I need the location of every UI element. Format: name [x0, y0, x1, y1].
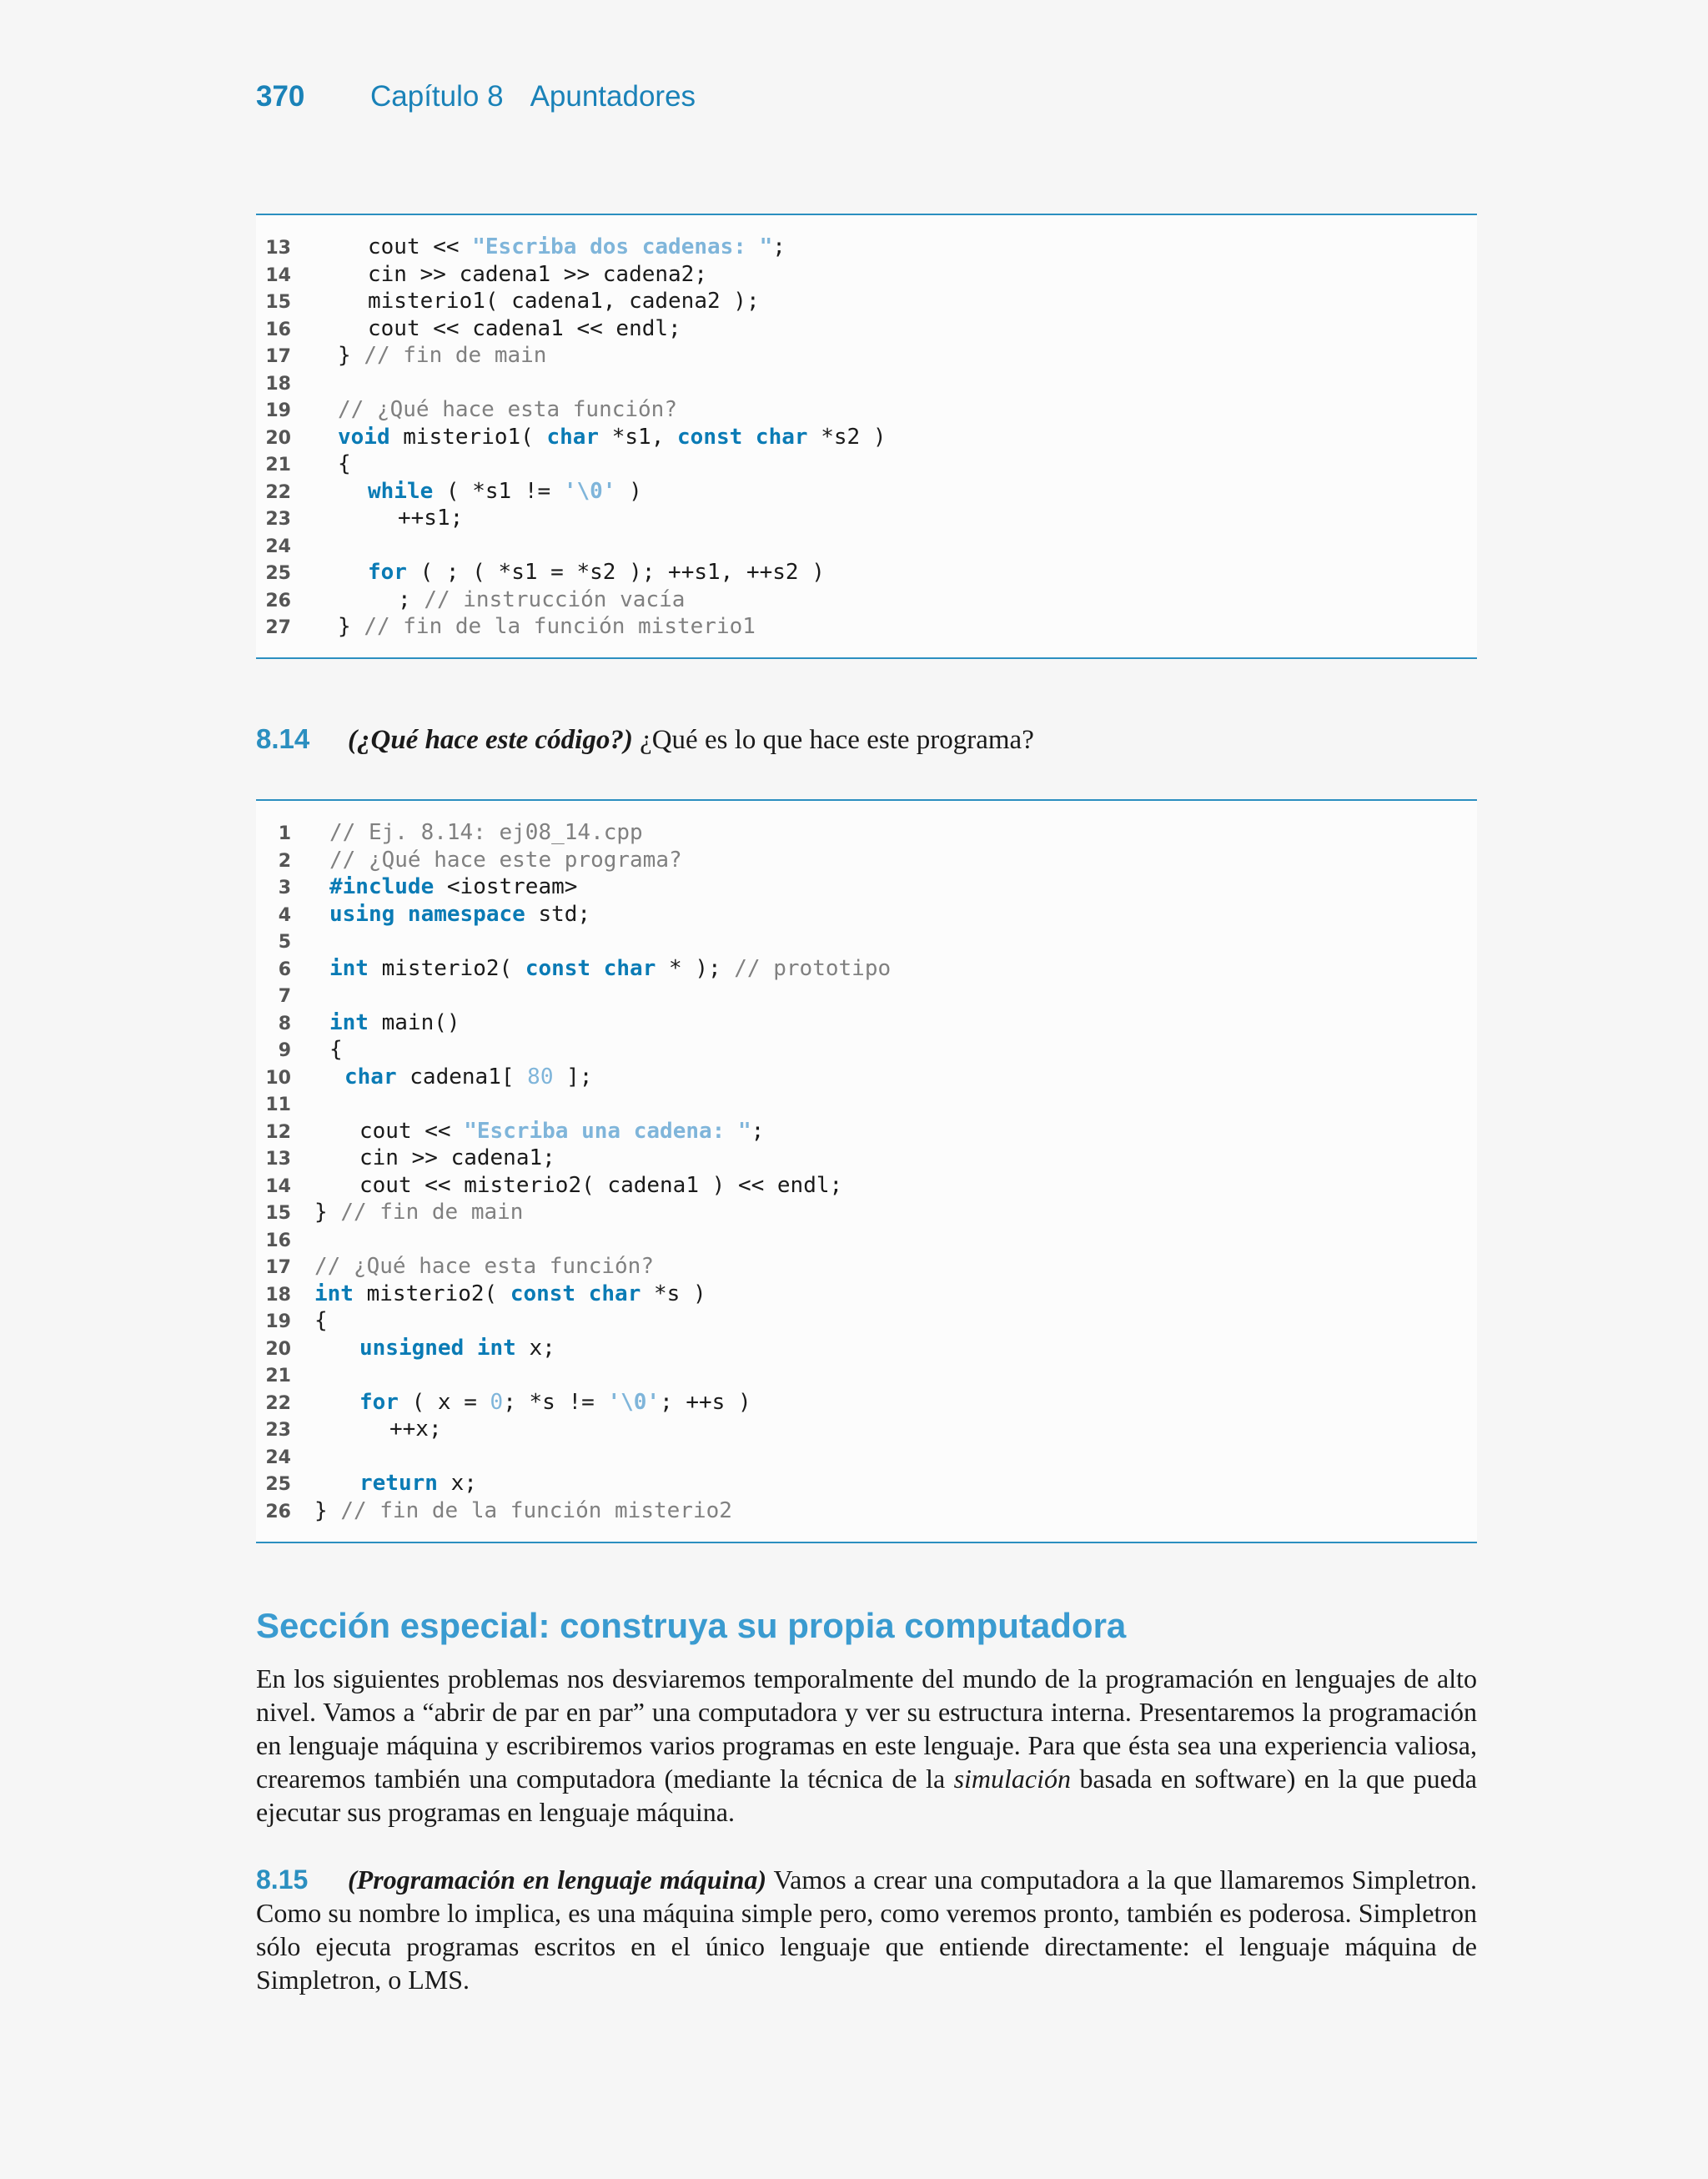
code-token: x; [437, 1471, 477, 1496]
code-line [256, 288, 1477, 315]
code-token: void [338, 424, 390, 450]
code-line [256, 396, 1477, 424]
page-number: 370 [256, 80, 305, 113]
code-token: #include [329, 874, 435, 899]
code-token: for [359, 1389, 399, 1415]
code-line [256, 1361, 1477, 1389]
code-line [256, 532, 1477, 560]
line-number: 21 [265, 1366, 291, 1386]
code-text [329, 819, 643, 847]
code-line [256, 450, 1477, 478]
code-text [359, 1470, 477, 1497]
code-token: ++x; [389, 1417, 442, 1442]
code-token: int [329, 1009, 369, 1035]
code-token: } [338, 614, 364, 639]
code-line [256, 1199, 1477, 1226]
code-text [359, 1118, 764, 1145]
code-token: // prototipo [734, 955, 892, 981]
code-line [256, 1253, 1477, 1281]
code-text [314, 1253, 654, 1281]
code-text [368, 559, 825, 586]
code-text [368, 234, 786, 261]
code-token: using namespace [329, 901, 525, 927]
code-line [256, 1009, 1477, 1037]
line-number: 10 [265, 1067, 291, 1089]
code-line [256, 342, 1477, 370]
code-token: *s ) [640, 1281, 706, 1306]
code-token: misterio2( [368, 955, 525, 981]
code-token: // fin de la función misterio1 [364, 614, 756, 639]
line-number: 1 [278, 823, 291, 844]
line-number: 17 [265, 346, 291, 367]
exercise-text: Vamos a crear una computadora a la que llamaremos Simpletron. Como su nombre lo implica, es una máquina simple pero, como veremos pronto, también es poderosa. Simpletron sólo ejecuta programas escritos en el único lenguaje que entiende directamente: el lenguaje máquina de Simpletron, o LMS. [256, 1864, 1478, 1995]
line-number: 26 [265, 1501, 291, 1522]
line-number: 22 [265, 1392, 291, 1414]
code-text [359, 1389, 751, 1417]
code-text [314, 1281, 706, 1308]
code-text [338, 342, 546, 370]
code-token: // Ej. 8.14: ej08_14.cpp [329, 820, 643, 845]
code-line [256, 1335, 1477, 1362]
code-text [329, 847, 682, 874]
line-number: 14 [265, 264, 291, 286]
line-number: 16 [265, 1230, 291, 1251]
code-token: // ¿Qué hace esta función? [314, 1254, 654, 1279]
exercise-text: ¿Qué es lo que hace este programa? [632, 725, 1034, 755]
code-token: for [368, 560, 407, 585]
code-token: cout << [359, 1118, 465, 1144]
code-line [256, 261, 1477, 289]
line-number: 25 [265, 563, 291, 584]
code-token: ; [772, 234, 786, 259]
line-number: 19 [265, 400, 291, 421]
code-line [256, 478, 1477, 506]
code-line [256, 586, 1477, 614]
line-number: 27 [265, 617, 291, 638]
code-token: unsigned int [359, 1335, 516, 1361]
exercise-title: (¿Qué hace este código?) [348, 725, 633, 755]
code-text [398, 586, 685, 614]
code-token: ; [398, 586, 424, 612]
code-line [256, 370, 1477, 397]
line-number: 20 [265, 427, 291, 449]
line-number: 24 [265, 536, 291, 557]
line-number: 4 [278, 904, 291, 926]
code-token: '\0' [563, 478, 616, 504]
code-text [329, 901, 590, 928]
code-token: char [546, 424, 600, 450]
code-line [256, 1389, 1477, 1417]
code-token: misterio1( cadena1, cadena2 ); [368, 289, 760, 314]
code-line [256, 613, 1477, 641]
line-number: 2 [278, 850, 291, 872]
code-line [256, 1145, 1477, 1172]
code-text [389, 1416, 442, 1443]
code-line [256, 559, 1477, 586]
code-text [368, 315, 681, 343]
code-token: main() [368, 1009, 460, 1035]
code-token: { [329, 1037, 343, 1062]
code-line [256, 1281, 1477, 1308]
code-token: // instrucción vacía [424, 586, 686, 612]
code-text [359, 1172, 842, 1200]
code-token: // fin de main [340, 1200, 524, 1225]
code-text [314, 1199, 523, 1226]
code-token: cout << misterio2( cadena1 ) << endl; [359, 1172, 843, 1198]
line-number: 9 [278, 1040, 291, 1061]
code-token: int [314, 1281, 354, 1306]
code-token: ( x = [398, 1389, 490, 1415]
code-token: // ¿Qué hace este programa? [329, 847, 682, 873]
code-token: const char [510, 1281, 641, 1306]
section-paragraph [256, 1662, 1477, 1829]
exercise-number: 8.15 [256, 1864, 309, 1895]
code-token: x; [515, 1335, 555, 1361]
code-token: ( *s1 != [433, 478, 564, 504]
code-text [368, 288, 760, 315]
code-token: ; [751, 1118, 765, 1144]
code-line [256, 1172, 1477, 1200]
code-line [256, 982, 1477, 1009]
code-text [314, 1497, 732, 1525]
code-token: const char [525, 955, 656, 981]
code-line [256, 1307, 1477, 1335]
code-token: cin >> cadena1 >> cadena2; [368, 261, 707, 287]
code-token: "Escriba una cadena: " [464, 1118, 751, 1144]
code-text [329, 873, 577, 901]
code-line [256, 424, 1477, 451]
code-text [368, 478, 642, 506]
line-number: 15 [265, 292, 291, 313]
code-line [256, 1064, 1477, 1091]
code-token: 80 [527, 1064, 554, 1090]
line-number: 25 [265, 1474, 291, 1495]
section-title: Sección especial: construya su propia computadora [256, 1606, 1127, 1645]
code-token: // fin de main [364, 343, 547, 368]
code-token: std; [525, 901, 591, 927]
code-listing-2 [256, 819, 1477, 1524]
code-line [256, 1036, 1477, 1064]
code-token: } [314, 1497, 341, 1523]
line-number: 17 [265, 1257, 291, 1278]
code-token: cadena1[ [396, 1064, 528, 1090]
code-block-1 [256, 214, 1477, 659]
code-token: while [368, 478, 434, 504]
exercise-title: (Programación en lenguaje máquina) [348, 1864, 767, 1895]
code-token: ]; [553, 1064, 593, 1090]
line-number: 6 [278, 959, 291, 980]
line-number: 11 [265, 1095, 291, 1115]
code-text [398, 505, 463, 532]
code-token: *s2 ) [807, 424, 887, 450]
code-line [256, 1470, 1477, 1497]
line-number: 23 [265, 1420, 291, 1441]
code-text [368, 261, 707, 289]
exercise-number: 8.14 [256, 723, 310, 754]
page-header [256, 80, 696, 113]
line-number: 15 [265, 1203, 291, 1224]
code-line [256, 1497, 1477, 1525]
code-text [329, 1036, 343, 1064]
code-token: int [329, 955, 369, 981]
code-token: // fin de la función misterio2 [340, 1497, 732, 1523]
code-line [256, 1443, 1477, 1471]
code-token: ++s1; [398, 506, 464, 531]
line-number: 21 [265, 455, 291, 476]
line-number: 22 [265, 481, 291, 503]
line-number: 16 [265, 319, 291, 340]
code-line [256, 505, 1477, 532]
code-text [338, 613, 756, 641]
code-text [359, 1335, 555, 1362]
code-token: const char [677, 424, 808, 450]
code-line [256, 1416, 1477, 1443]
line-number: 8 [278, 1013, 291, 1034]
code-token: ; *s != [503, 1389, 608, 1415]
code-text [338, 450, 351, 478]
code-text [338, 396, 677, 424]
code-line [256, 1226, 1477, 1254]
line-number: 23 [265, 509, 291, 530]
code-line [256, 873, 1477, 901]
code-line [256, 315, 1477, 343]
paragraph-emphasis: simulación [953, 1764, 1072, 1794]
code-line [256, 955, 1477, 983]
exercise-8-15 [256, 1863, 1477, 1996]
code-token: cout << cadena1 << endl; [368, 315, 681, 341]
code-token: "Escriba dos cadenas: " [472, 234, 773, 259]
code-token: ( ; ( *s1 = *s2 ); ++s1, ++s2 ) [406, 560, 825, 585]
code-line [256, 928, 1477, 955]
paragraph-text-1: En los siguientes problemas nos desviaremos temporalmente del mundo de la programación en lenguajes de alto nivel. Vamos a “abrir de par en par” una computadora y ver su estructura interna. Presentaremos la programación en lenguaje máquina y escribiremos varios programas en este lenguaje. Para que ésta sea una experiencia valiosa, crearemos también una computadora (mediante la técnica de la [256, 1663, 1477, 1794]
code-token: * ); [656, 955, 735, 981]
line-number: 7 [278, 986, 291, 1007]
line-number: 18 [265, 1284, 291, 1306]
code-token: { [314, 1308, 328, 1333]
paragraph-text-2: basada en software) en la que pueda ejecutar sus programas en lenguaje máquina. [256, 1764, 1478, 1827]
code-token: *s1, [599, 424, 678, 450]
code-token: return [359, 1471, 438, 1496]
code-token: ) [615, 478, 642, 504]
exercise-8-14 [256, 722, 1477, 757]
line-number: 5 [278, 932, 291, 953]
code-line [256, 901, 1477, 928]
code-token: cout << [368, 234, 473, 259]
code-text [329, 955, 891, 983]
code-token: cin >> cadena1; [359, 1145, 555, 1170]
code-block-2 [256, 799, 1477, 1543]
code-listing-1 [256, 234, 1477, 641]
code-token: misterio2( [353, 1281, 510, 1306]
code-token: // ¿Qué hace esta función? [338, 397, 677, 422]
code-text [314, 1307, 328, 1335]
code-line [256, 847, 1477, 874]
line-number: 14 [265, 1175, 291, 1197]
line-number: 13 [265, 1149, 291, 1170]
code-text [338, 424, 886, 451]
code-token: } [314, 1200, 341, 1225]
line-number: 18 [265, 373, 291, 395]
line-number: 13 [265, 238, 291, 259]
code-line [256, 234, 1477, 261]
code-token: 0 [490, 1389, 504, 1415]
code-line [256, 819, 1477, 847]
chapter-title: Apuntadores [530, 80, 696, 113]
line-number: 19 [265, 1311, 291, 1332]
code-token: misterio1( [389, 424, 547, 450]
code-line [256, 1118, 1477, 1145]
line-number: 3 [278, 878, 291, 898]
chapter-label: Capítulo 8 [370, 80, 504, 113]
code-token: { [338, 451, 351, 476]
code-text [344, 1064, 592, 1091]
code-token: char [344, 1064, 397, 1090]
line-number: 26 [265, 590, 291, 611]
line-number: 20 [265, 1338, 291, 1360]
code-text [359, 1145, 555, 1172]
line-number: 24 [265, 1447, 291, 1468]
line-number: 12 [265, 1121, 291, 1143]
code-token: '\0' [607, 1389, 661, 1415]
code-token: ; ++s ) [660, 1389, 751, 1415]
code-text [329, 1009, 460, 1037]
code-token: <iostream> [434, 874, 578, 899]
code-token: } [338, 343, 364, 368]
code-line [256, 1090, 1477, 1118]
